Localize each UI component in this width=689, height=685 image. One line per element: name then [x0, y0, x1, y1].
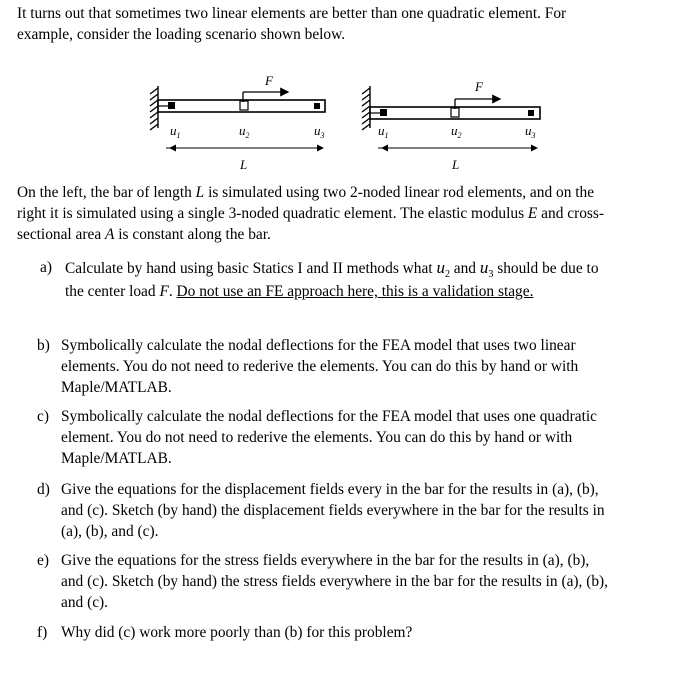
description-paragraph [17, 182, 679, 245]
left-wall-icon [150, 86, 158, 130]
right-node-3-icon [528, 110, 534, 116]
question-d-text: Give the equations for the displacement fields every in the bar for the results in (a), (b), and (c). Sketch (by hand) the displacement fields everywhere in the bar for the results in (a), (b), and (c). [61, 481, 605, 540]
left-node-2-icon [240, 101, 248, 110]
left-bar-model [150, 73, 325, 172]
question-e-label: e) [37, 552, 49, 569]
right-node-2-icon [451, 108, 459, 117]
question-f-text: Why did (c) work more poorly than (b) for this problem? [61, 624, 413, 641]
description-line-3: sectional area A is constant along the bar. [17, 226, 271, 243]
question-f-label: f) [37, 624, 48, 641]
right-u3-label: $u_3$ [525, 123, 536, 140]
question-d-label: d) [37, 481, 50, 498]
question-a-line-1: Calculate by hand using basic Statics I and II methods what $u_2$ and $u_3$ should be due to [65, 258, 599, 281]
left-length-label: L [240, 157, 248, 172]
right-u2-label: $u_2$ [451, 123, 462, 140]
right-u1-label: $u_1$ [378, 123, 389, 140]
intro-line-1: It turns out that sometimes two linear elements are better than one quadratic element. For [17, 5, 567, 22]
right-length-label: L [452, 157, 460, 172]
right-wall-icon [362, 86, 370, 130]
right-load-label: F [475, 79, 483, 94]
intro-line-2: example, consider the loading scenario shown below. [17, 26, 346, 43]
description-line-1: On the left, the bar of length L is simulated using two 2-noded linear rod elements, and on the [17, 184, 595, 201]
question-b-label: b) [37, 337, 50, 354]
question-c-label: c) [37, 408, 49, 425]
question-b-text: Symbolically calculate the nodal deflections for the FEA model that uses two linear elements. You do not need to rederive the elements. You can do this by hand or with Maple/MATLAB. [61, 337, 579, 396]
left-u3-label: $u_3$ [314, 123, 325, 140]
description-line-2: right it is simulated using a single 3-noded quadratic element. The elastic modulus E and cross- [17, 205, 605, 222]
question-a-line-2: the center load F. Do not use an FE approach here, this is a validation stage. [65, 283, 534, 300]
intro-paragraph [17, 3, 679, 45]
bar-figure [0, 72, 689, 182]
question-c-text: Symbolically calculate the nodal deflections for the FEA model that uses one quadratic element. You do not need to rederive the elements. You can do this by hand or with Maple/MATLAB. [61, 408, 597, 467]
left-u2-label: $u_2$ [239, 123, 250, 140]
right-bar-model [362, 79, 540, 172]
left-u1-label: $u_1$ [170, 123, 181, 140]
question-e-text: Give the equations for the stress fields everywhere in the bar for the results in (a), (b), and (c). Sketch (by hand) the stress fields everywhere in the bar for the results in (a), (b), and (c). [61, 552, 609, 611]
left-load-label: F [265, 73, 273, 88]
left-node-3-icon [314, 103, 320, 109]
question-a-label: a) [40, 259, 52, 276]
